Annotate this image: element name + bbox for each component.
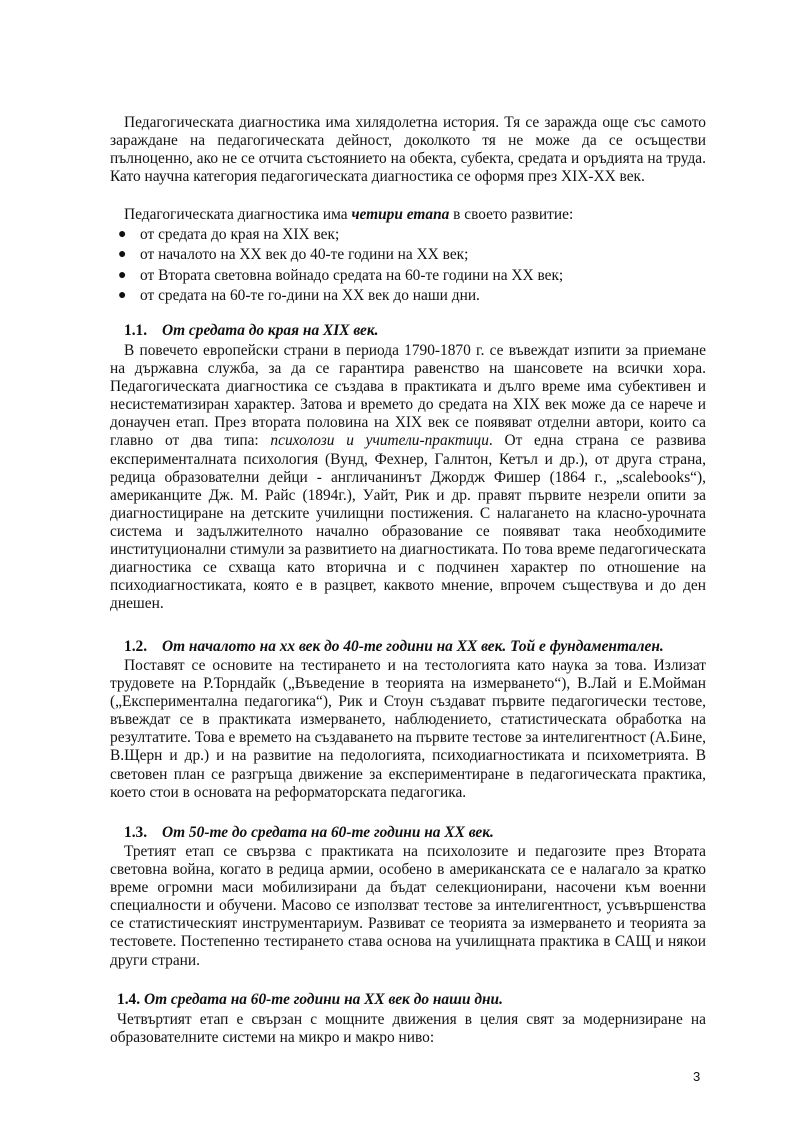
list-item <box>110 266 706 286</box>
list-item-text: от средата на 60-те го-дини на XX век до наши дни. <box>140 287 480 305</box>
section-title: От средата на 60-те години на XX век до наши дни. <box>143 991 503 1008</box>
bullet-icon: ● <box>118 288 127 304</box>
list-item-text: от Втората световна войнадо средата на 60-те години на XX век; <box>140 266 564 284</box>
section-title: От 50-те до средата на 60-те години на XX век. <box>162 824 494 841</box>
bullet-icon: ● <box>118 227 127 242</box>
section-number: 1.2. <box>124 638 148 655</box>
section-heading-1-3 <box>124 824 494 842</box>
section-1-4-paragraph: Четвъртият етап е свързан с мощните движения в целия свят за модернизиране на образователните системи на микро и макро ниво: <box>110 1011 706 1047</box>
stages-text-after: в своето развитие: <box>449 206 574 223</box>
section-1-1-text-after: . От една страна се развива експерименталната психология (Вунд, Фехнер, Галнтон, Кетъл и др.), от друга страна, редица образователни дейци - англичанинът Джордж Фишер (1864 г., „scalebooks“), американците Дж. М. Райс (1894г.), Уайт, Рик и др. правят първите незрели опити за диагностициране на детските училищни постижения. С налагането на класно-урочната система и задължителното начално образование се появяват така необходимите институционални стимули за развитието на диагностиката. По това време педагогическата диагностика се схваща като вторична и с подчинен характер по отношение на психодиагностиката, която е в разцвет, каквото мнение, впрочем съществува и до ден днешен. <box>110 432 706 613</box>
section-heading-1-1 <box>124 322 379 340</box>
list-item-text: от средата до края на XIX век; <box>140 226 340 243</box>
list-item <box>110 286 706 306</box>
list-item <box>110 225 706 245</box>
bullet-icon: ● <box>118 247 127 263</box>
section-1-1-text-before: В повечето европейски страни в периода 1790-1870 г. се въвеждат изпити за приемане на държавна служба, за да се гарантира равенство на шансовете на всички хора. Педагогическата диагностика се създава в практиката и дълго време има субективен и несистематизиран характер. Затова и времето до средата на XIX век може да се нарече и донаучен етап. През втората половина на XIX век се появяват отделни автори, които са главно от два типа: <box>110 342 706 450</box>
section-1-1-emphasis: психолози и учители-практици <box>270 432 489 450</box>
section-1-3-paragraph: Третият етап се свързва с практиката на психолозите и педагозите през Втората световна война, когато в редица армии, особено в американската се е налагало за кратко време огромни маси мобилизирани да бъдат селекционирани, насочени към военни специалности и обучени. Масово се използват тестове за интелигентност, усъвършенства се статистическият инструментариум. Развиват се теорията за измерването и теорията за тестовете. Постепенно тестирането става основа на училищната практика в САЩ и някои други страни. <box>110 843 706 969</box>
section-number: 1.1. <box>124 322 148 339</box>
stages-bullet-list <box>110 225 706 307</box>
section-heading-1-4 <box>117 991 503 1009</box>
section-title: От средата до края на XIX век. <box>162 322 379 339</box>
intro-paragraph-history: Педагогическата диагностика има хилядолетна история. Тя се заражда още със самото зараждане на педагогическата дейност, доколкото тя не може да се осъществи пълноценно, ако не се отчита състоянието на обекта, субекта, средата и оръдията на труда. Като научна категория педагогическата диагностика се оформя през XIX-XX век. <box>110 114 706 186</box>
section-1-1-paragraph <box>110 342 706 613</box>
section-heading-1-2 <box>124 638 664 656</box>
bullet-icon: ● <box>118 267 127 283</box>
list-item <box>110 245 706 265</box>
page-number: 3 <box>693 1069 701 1084</box>
list-item-text: от началото на XX век до 40-те години на XX век; <box>140 246 469 264</box>
section-number: 1.3. <box>124 824 148 841</box>
stages-text-before: Педагогическата диагностика има <box>124 206 352 223</box>
section-1-2-paragraph: Поставят се основите на тестирането и на тестологията като наука за това. Излизат трудовете на Р.Торндайк („Въведение в теорията на измерването“), В.Лай и Е.Мойман („Експериментална педагогика“), Рик и Стоун създават първите педагогически тестове, въвеждат се в практиката измерването, наблюдението, статистическата обработка на резултатите. Това е времето на създаването на първите тестове за интелигентност (А.Бине, В.Щерн и др.) и на развитие на педологията, психодиагностиката и психометрията. В световен план се разгръща движение за експериментиране в педагогическата практика, което стои в основата на реформаторската педагогика. <box>110 657 706 801</box>
section-title: От началото на xx век до 40-те години на XX век. Той е фундаментален. <box>162 638 664 655</box>
stages-emphasis: четири етапа <box>351 206 450 223</box>
section-number: 1.4. <box>117 991 141 1008</box>
intro-paragraph-stages <box>110 206 706 224</box>
